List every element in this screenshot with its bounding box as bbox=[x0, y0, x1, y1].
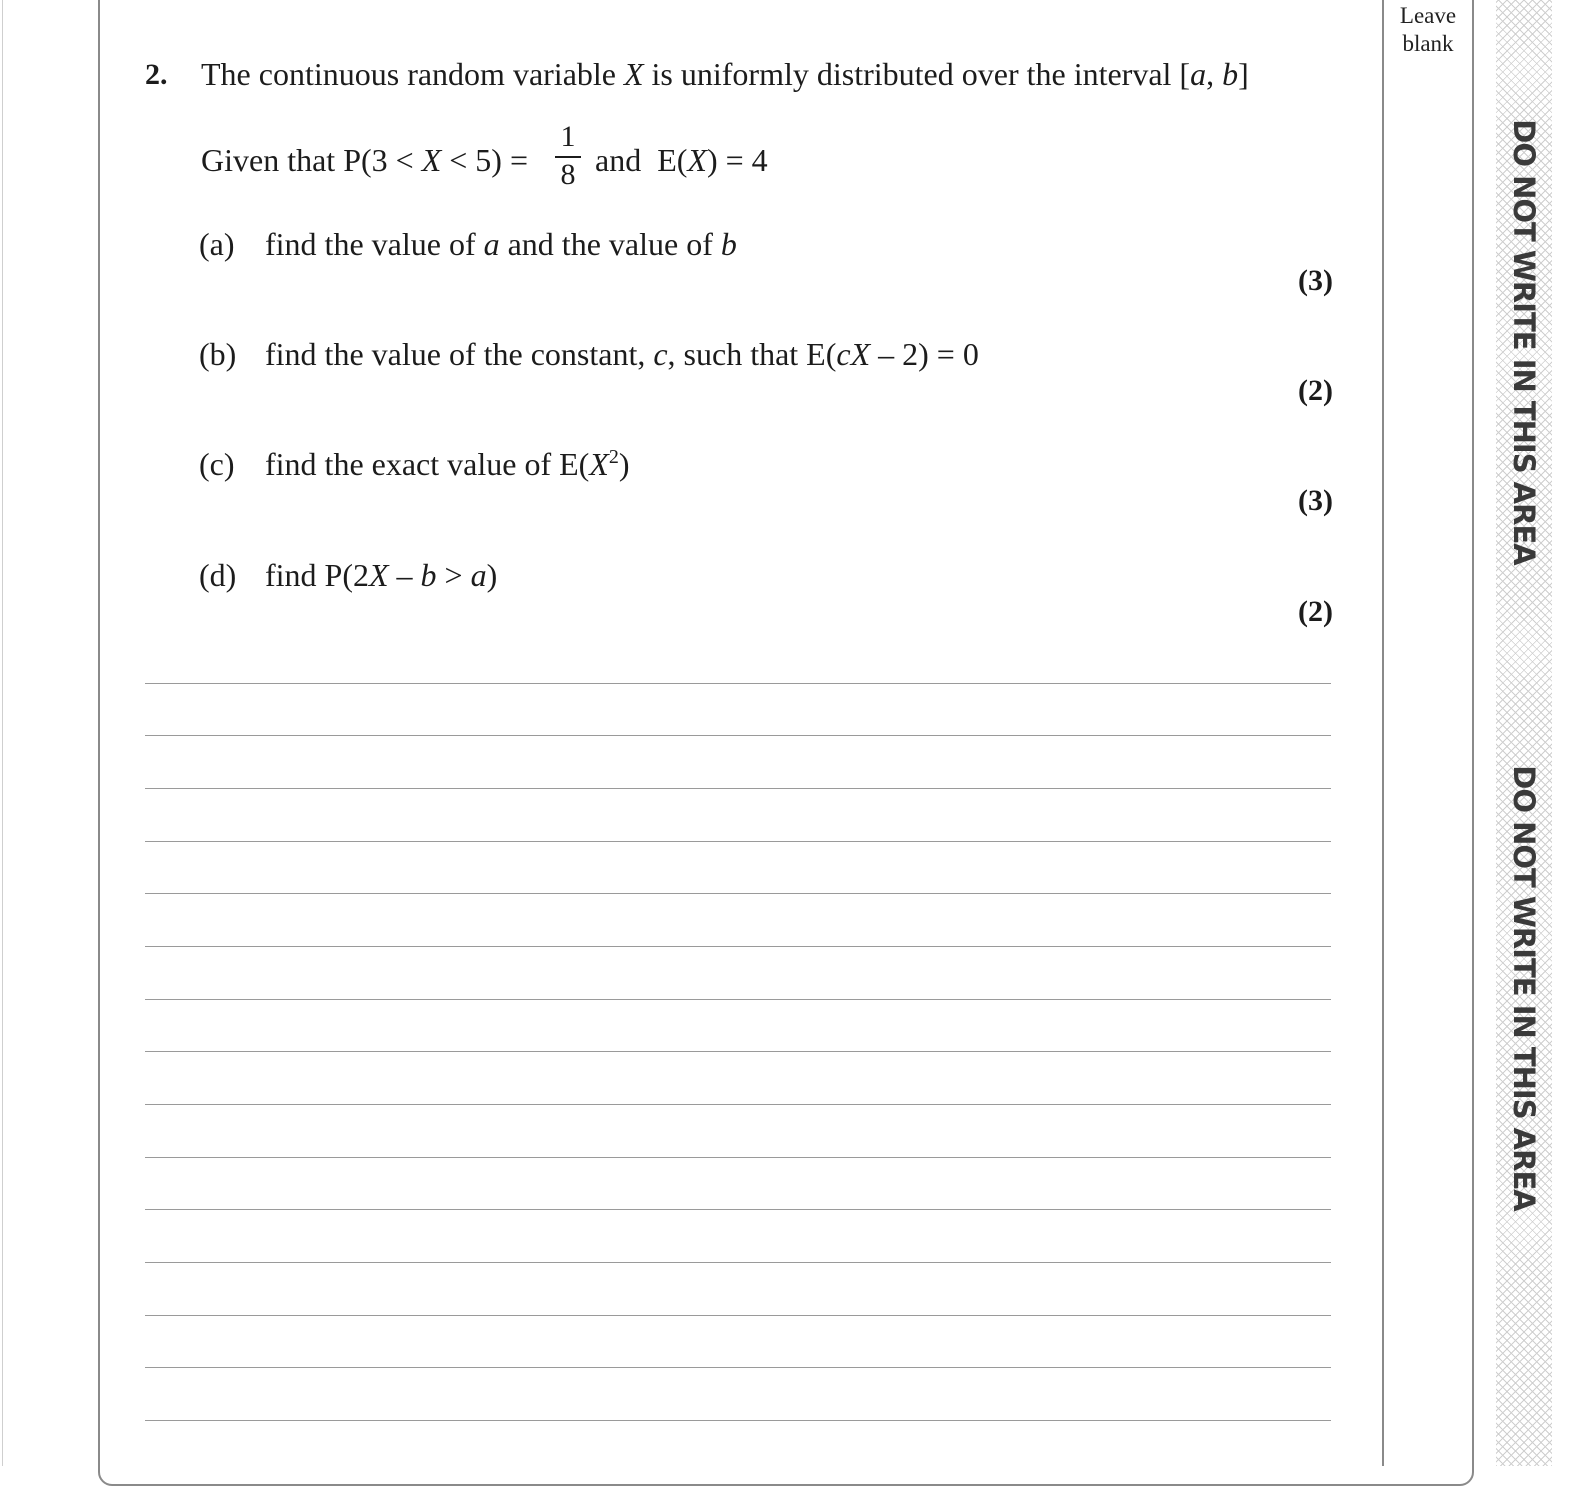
fraction-numerator: 1 bbox=[560, 120, 576, 153]
given-right bbox=[595, 142, 768, 179]
part-a-text-2: and the value of bbox=[507, 226, 713, 262]
part-b-var-cx: cX bbox=[836, 336, 871, 372]
part-d-text-4: ) bbox=[486, 557, 498, 593]
stem-b: b bbox=[1222, 56, 1239, 92]
answer-line[interactable] bbox=[145, 1157, 1331, 1158]
part-b-label: (b) bbox=[199, 336, 237, 372]
part-a-var-a: a bbox=[483, 226, 500, 262]
answer-line[interactable] bbox=[145, 1209, 1331, 1210]
answer-line[interactable] bbox=[145, 893, 1331, 894]
answer-line[interactable] bbox=[145, 1051, 1331, 1052]
part-c-marks: (3) bbox=[1298, 484, 1333, 517]
part-c-label: (c) bbox=[199, 446, 235, 482]
given-ex-var: X bbox=[687, 142, 707, 178]
part-a-text-1: find the value of bbox=[265, 226, 476, 262]
left-margin-line bbox=[2, 0, 3, 1466]
part-b-text-2: , such that E( bbox=[667, 336, 837, 372]
given-and: and bbox=[595, 142, 642, 178]
answer-frame bbox=[98, 0, 1474, 1486]
fraction bbox=[555, 122, 581, 190]
part-b-var-c: c bbox=[653, 336, 668, 372]
part-a-var-b: b bbox=[720, 226, 737, 262]
stem-var: X bbox=[623, 56, 644, 92]
leave-blank-divider bbox=[1382, 0, 1384, 1466]
answer-line[interactable] bbox=[145, 1315, 1331, 1316]
answer-line[interactable] bbox=[145, 788, 1331, 789]
part-a-marks: (3) bbox=[1298, 264, 1333, 297]
do-not-write-text-top: DO NOT WRITE IN THIS AREA bbox=[1507, 119, 1541, 565]
given-var: X bbox=[421, 142, 442, 178]
stem-a: a bbox=[1190, 56, 1207, 92]
answer-line[interactable] bbox=[145, 735, 1331, 736]
given-ex-close: ) = 4 bbox=[706, 142, 768, 178]
do-not-write-text-bottom: DO NOT WRITE IN THIS AREA bbox=[1507, 765, 1541, 1211]
question-number: 2. bbox=[145, 58, 168, 91]
answer-line[interactable] bbox=[145, 1367, 1331, 1368]
part-b-marks: (2) bbox=[1298, 374, 1333, 407]
answer-line[interactable] bbox=[145, 683, 1331, 684]
given-rest: < 5) = bbox=[449, 142, 528, 178]
part-c-var-x: X bbox=[589, 446, 609, 482]
answer-line[interactable] bbox=[145, 1262, 1331, 1263]
given-left bbox=[201, 142, 528, 179]
part-d-var-x: X bbox=[369, 557, 389, 593]
answer-line[interactable] bbox=[145, 1104, 1331, 1105]
part-c bbox=[199, 446, 630, 483]
part-c-exponent: 2 bbox=[608, 446, 619, 468]
part-a-label: (a) bbox=[199, 226, 235, 262]
part-b bbox=[199, 336, 979, 373]
fraction-denominator: 8 bbox=[560, 158, 576, 191]
leave-blank-line1: Leave bbox=[1399, 3, 1457, 28]
part-d-var-a: a bbox=[470, 557, 487, 593]
given-prefix: Given that P(3 < bbox=[201, 142, 414, 178]
part-d-text-1: find P(2 bbox=[265, 557, 369, 593]
part-d-var-b: b bbox=[420, 557, 437, 593]
part-c-text-1: find the exact value of E( bbox=[265, 446, 590, 482]
part-b-text-1: find the value of the constant, bbox=[265, 336, 646, 372]
part-d-minus: – bbox=[396, 557, 413, 593]
leave-blank-label bbox=[1386, 2, 1470, 58]
part-d bbox=[199, 557, 497, 594]
question-stem bbox=[201, 56, 1249, 93]
answer-line[interactable] bbox=[145, 1420, 1331, 1421]
stem-comma: , bbox=[1206, 56, 1215, 92]
answer-line[interactable] bbox=[145, 841, 1331, 842]
part-b-text-3: – 2) = 0 bbox=[878, 336, 979, 372]
answer-line[interactable] bbox=[145, 999, 1331, 1000]
given-ex-open: E( bbox=[657, 142, 688, 178]
stem-prefix: The continuous random variable bbox=[201, 56, 616, 92]
part-a bbox=[199, 226, 737, 263]
part-d-marks: (2) bbox=[1298, 595, 1333, 628]
part-d-gt: > bbox=[444, 557, 463, 593]
answer-line[interactable] bbox=[145, 946, 1331, 947]
leave-blank-line2: blank bbox=[1402, 31, 1454, 56]
part-c-text-2: ) bbox=[618, 446, 630, 482]
part-d-label: (d) bbox=[199, 557, 237, 593]
stem-close: ] bbox=[1238, 56, 1249, 92]
stem-mid: is uniformly distributed over the interval [ bbox=[651, 56, 1191, 92]
